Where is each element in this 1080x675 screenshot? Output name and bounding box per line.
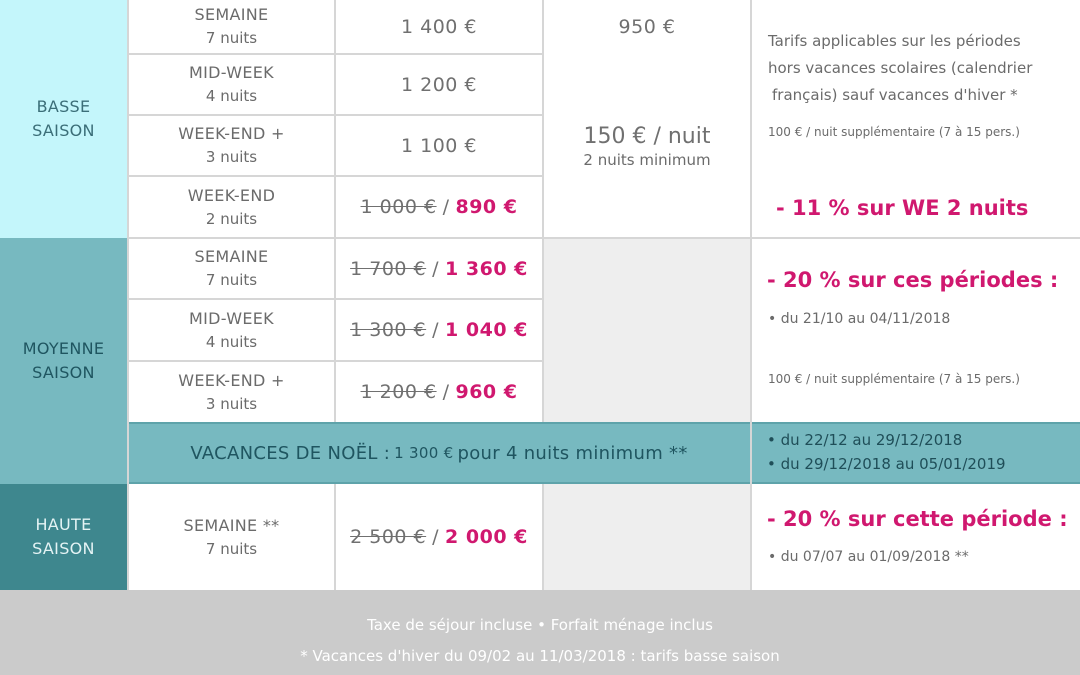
nights-label: 3 nuits [205,148,258,166]
season-high-label [0,484,127,590]
price-separator: / [432,257,440,280]
christmas-label: VACANCES DE NOËL : [190,442,391,464]
nights-label: 2 nuits [205,209,258,228]
nights-label: 4 nuits [205,87,258,105]
alt-week-price [544,0,750,53]
price-cell [336,0,542,53]
new-price: 2 000 € [445,526,528,548]
footer-line-2: * Vacances d'hiver du 09/02 au 11/03/2018 : tarifs basse saison [300,647,780,665]
price-cell [336,484,542,590]
table-row-duration [129,239,334,298]
duration-label: MID-WEEK [189,63,274,82]
price-separator: / [442,196,450,218]
price-value: 1 100 € [400,134,478,157]
nights-label: 7 nuits [205,539,258,558]
high-season-promo [767,507,1077,531]
empty-cell-mid [544,238,751,422]
old-price: 1 200 € [360,381,437,403]
nights-label: 7 nuits [205,271,258,289]
season-mid-line2: SAISON [32,363,95,382]
christmas-dates [767,428,1067,476]
note-line: hors vacances scolaires (calendrier [768,59,1033,77]
footer [0,590,1080,675]
duration-label: SEMAINE ** [183,515,280,535]
table-row-duration [129,0,334,53]
price-cell [336,177,542,237]
footer-line-1: Taxe de séjour incluse • Forfait ménage inclus [367,616,713,634]
christmas-date: • du 22/12 au 29/12/2018 [767,431,963,449]
price-cell [336,362,542,422]
promo-text: - 11 % sur WE 2 nuits [776,196,1029,220]
christmas-text [127,422,751,484]
note-line: français) sauf vacances d'hiver * [772,86,1018,104]
note-line: Tarifs applicables sur les périodes [768,32,1021,50]
high-season-period [768,545,1068,569]
nights-label: 3 nuits [205,394,258,413]
low-season-promo [776,196,1076,220]
price-cell [336,239,542,298]
nightly-price [544,55,750,237]
season-high-line1: HAUTE [35,515,92,534]
promo-text: - 20 % sur cette période : [767,507,1068,531]
price-separator: / [432,526,440,548]
table-row-duration [129,177,334,237]
nights-label: 4 nuits [205,332,258,351]
duration-label: WEEK-END + [178,370,285,390]
table-row-duration [129,484,334,590]
price-separator: / [442,381,450,403]
season-mid-line1: MOYENNE [22,339,105,358]
table-row-duration [129,300,334,360]
season-mid-label [0,238,127,484]
price-cell [336,300,542,360]
price-separator: / [432,319,440,341]
low-season-note [768,28,1068,109]
new-price: 1 360 € [445,257,528,280]
table-row-duration [129,116,334,175]
christmas-rest: pour 4 nuits minimum ** [457,442,688,464]
season-low-line1: BASSE [36,97,91,116]
new-price: 890 € [455,196,518,218]
empty-cell-high [544,484,751,590]
price-value: 1 400 € [400,15,478,38]
nights-label: 7 nuits [205,29,258,47]
duration-label: MID-WEEK [189,308,274,328]
old-price: 1 700 € [350,257,427,280]
old-price: 1 000 € [360,196,437,218]
table-row-duration [129,362,334,422]
extra-night-note-low [768,125,1068,139]
christmas-price: 1 300 € [394,444,454,462]
old-price: 1 300 € [350,319,427,341]
christmas-date: • du 29/12/2018 au 05/01/2019 [767,455,1006,473]
new-price: 1 040 € [445,319,528,341]
mid-season-promo [767,268,1077,292]
new-price: 960 € [455,381,518,403]
price-cell [336,116,542,175]
season-low-line2: SAISON [32,121,95,140]
duration-label: SEMAINE [194,247,269,266]
period-text: • du 07/07 au 01/09/2018 ** [768,549,969,565]
extra-night-text: 100 € / nuit supplémentaire (7 à 15 pers.) [768,125,1020,139]
price-value: 1 200 € [400,73,478,96]
mid-season-period [768,307,1068,331]
season-low-label [0,0,127,238]
extra-night-text: 100 € / nuit supplémentaire (7 à 15 pers.) [768,372,1020,386]
duration-label: WEEK-END + [178,124,285,143]
duration-label: WEEK-END [187,185,276,205]
duration-label: SEMAINE [194,5,269,24]
season-high-line2: SAISON [32,539,95,558]
old-price: 2 500 € [350,526,427,548]
nightly-min-label: 2 nuits minimum [583,150,711,169]
promo-text: - 20 % sur ces périodes : [767,268,1059,292]
nightly-price-value: 150 € / nuit [583,123,711,149]
price-cell [336,55,542,114]
extra-night-note-mid [768,372,1068,386]
period-text: • du 21/10 au 04/11/2018 [768,311,951,327]
alt-week-price-value: 950 € [618,15,676,38]
table-row-duration [129,55,334,114]
